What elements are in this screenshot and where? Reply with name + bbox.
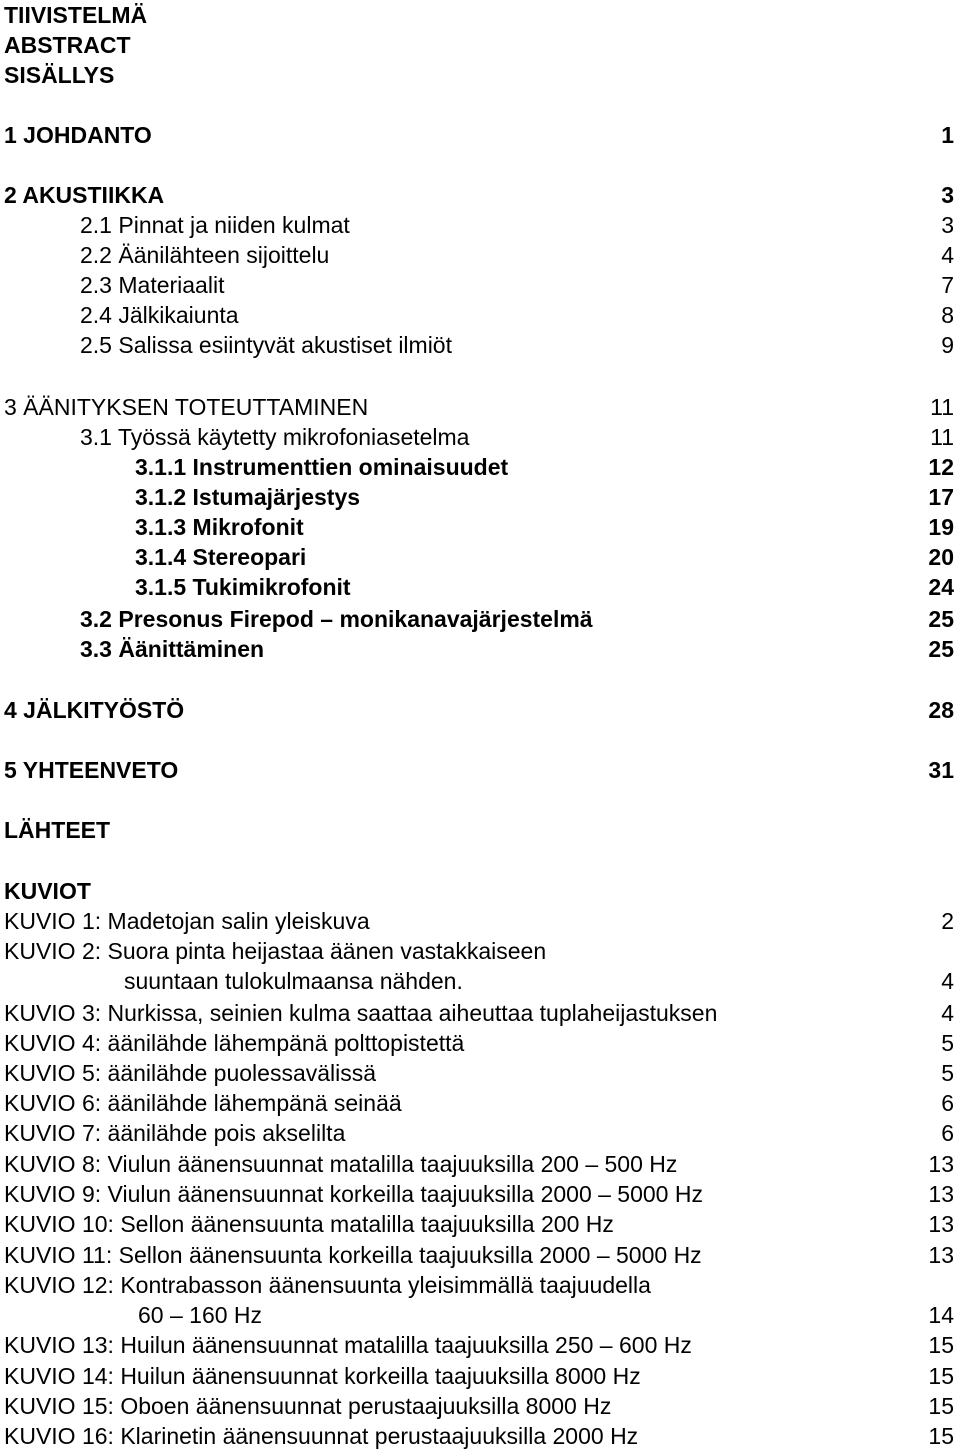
figure-entry-label: 60 – 160 Hz (138, 1302, 263, 1328)
figures-heading (0, 876, 960, 906)
toc-entry-label: 3.1.4 Stereopari (135, 544, 307, 570)
figure-entry (0, 1179, 960, 1209)
toc-entry-label: 2 AKUSTIIKKA (4, 182, 165, 208)
toc-entry-page: 8 (941, 302, 954, 328)
toc-entry-label: LÄHTEET (4, 817, 111, 843)
figure-entry-label: KUVIO 2: Suora pinta heijastaa äänen vastakkaiseen (4, 938, 547, 964)
figure-entry-page: 13 (928, 1211, 954, 1237)
front-heading-abstract (0, 30, 960, 60)
figure-entry (0, 1149, 960, 1179)
figure-entry-label: KUVIO 12: Kontrabasson äänensuunta yleisimmällä taajuudella (4, 1272, 651, 1298)
figure-entry (0, 1209, 960, 1239)
toc-entry (0, 695, 960, 725)
toc-entry-page: 1 (941, 122, 954, 148)
figure-entry-label: KUVIO 4: äänilähde lähempänä polttopistettä (4, 1030, 465, 1056)
toc-entry-label: 3.3 Äänittäminen (80, 636, 265, 662)
toc-entry (0, 210, 960, 240)
toc-entry-page: 19 (928, 514, 954, 540)
figure-entry-label: KUVIO 6: äänilähde lähempänä seinää (4, 1090, 402, 1116)
toc-entry (0, 542, 960, 572)
figure-entry (0, 1391, 960, 1421)
toc-entry-page: 31 (928, 757, 954, 783)
figure-entry-continuation (0, 966, 960, 996)
toc-entry-label: 3 ÄÄNITYKSEN TOTEUTTAMINEN (4, 394, 369, 420)
toc-entry (0, 755, 960, 785)
toc-entry-label: 3.1.5 Tukimikrofonit (135, 574, 351, 600)
toc-entry (0, 604, 960, 634)
toc-entry-label: 3.2 Presonus Firepod – monikanavajärjestelmä (80, 606, 593, 632)
figure-entry (0, 1270, 960, 1300)
figure-entry (0, 1118, 960, 1148)
figure-entry-label: KUVIO 13: Huilun äänensuunnat matalilla taajuuksilla 250 – 600 Hz (4, 1332, 692, 1358)
figure-entry (0, 1028, 960, 1058)
figure-entry (0, 906, 960, 936)
toc-entry-label: 3.1 Työssä käytetty mikrofoniasetelma (80, 424, 470, 450)
toc-entry (0, 330, 960, 360)
toc-entry-page: 28 (928, 697, 954, 723)
toc-entry-label: 2.2 Äänilähteen sijoittelu (80, 242, 330, 268)
toc-entry-page: 20 (928, 544, 954, 570)
figure-entry-page: 14 (928, 1302, 954, 1328)
toc-entry (0, 815, 960, 845)
toc-entry-label: 2.1 Pinnat ja niiden kulmat (80, 212, 350, 238)
figure-entry-label: KUVIO 10: Sellon äänensuunta matalilla taajuuksilla 200 Hz (4, 1211, 614, 1237)
toc-entry-label: 1 JOHDANTO (4, 122, 152, 148)
figure-entry-page: 4 (941, 968, 954, 994)
front-heading-label: SISÄLLYS (4, 62, 115, 88)
figure-entry-label: KUVIO 7: äänilähde pois akselilta (4, 1120, 346, 1146)
toc-entry-page: 11 (930, 394, 954, 420)
toc-entry-page: 7 (941, 272, 954, 298)
figure-entry-label: KUVIO 16: Klarinetin äänensuunnat perustaajuuksilla 2000 Hz (4, 1423, 639, 1449)
front-heading-label: ABSTRACT (4, 32, 131, 58)
toc-entry-page: 9 (941, 332, 954, 358)
toc-entry-page: 25 (928, 636, 954, 662)
figure-entry-label: KUVIO 11: Sellon äänensuunta korkeilla taajuuksilla 2000 – 5000 Hz (4, 1242, 702, 1268)
figure-entry-continuation (0, 1300, 960, 1330)
toc-entry-page: 17 (928, 484, 954, 510)
toc-entry-page: 3 (941, 182, 954, 208)
figure-entry (0, 1421, 960, 1451)
toc-entry (0, 180, 960, 210)
figure-entry-label: KUVIO 3: Nurkissa, seinien kulma saattaa aiheuttaa tuplaheijastuksen (4, 1000, 718, 1026)
figure-entry-page: 6 (941, 1120, 954, 1146)
figure-entry (0, 936, 960, 966)
figure-entry-label: suuntaan tulokulmaansa nähden. (124, 968, 463, 994)
figure-entry-label: KUVIO 14: Huilun äänensuunnat korkeilla taajuuksilla 8000 Hz (4, 1363, 641, 1389)
figure-entry-label: KUVIO 15: Oboen äänensuunnat perustaajuuksilla 8000 Hz (4, 1393, 612, 1419)
toc-entry-page: 11 (930, 424, 954, 450)
toc-entry-page: 3 (941, 212, 954, 238)
figure-entry-page: 13 (928, 1242, 954, 1268)
toc-entry-label: 2.4 Jälkikaiunta (80, 302, 239, 328)
toc-entry-label: 3.1.1 Instrumenttien ominaisuudet (135, 454, 509, 480)
figure-entry-page: 15 (928, 1423, 954, 1449)
figure-entry-page: 15 (928, 1363, 954, 1389)
toc-entry-label: 3.1.3 Mikrofonit (135, 514, 304, 540)
toc-entry (0, 422, 960, 452)
toc-entry (0, 512, 960, 542)
figure-entry (0, 1058, 960, 1088)
figure-entry-label: KUVIO 5: äänilähde puolessavälissä (4, 1060, 377, 1086)
figure-entry (0, 1240, 960, 1270)
figure-entry-page: 13 (928, 1151, 954, 1177)
figure-entry-page: 15 (928, 1332, 954, 1358)
toc-entry-label: 3.1.2 Istumajärjestys (135, 484, 361, 510)
toc-entry (0, 120, 960, 150)
toc-entry (0, 300, 960, 330)
toc-entry (0, 392, 960, 422)
figure-entry-page: 2 (941, 908, 954, 934)
toc-entry (0, 572, 960, 602)
figure-entry (0, 1088, 960, 1118)
toc-entry (0, 240, 960, 270)
figure-entry-label: KUVIO 1: Madetojan salin yleiskuva (4, 908, 370, 934)
figure-entry (0, 1361, 960, 1391)
figure-entry-label: KUVIO 9: Viulun äänensuunnat korkeilla taajuuksilla 2000 – 5000 Hz (4, 1181, 703, 1207)
figure-entry-label: KUVIO 8: Viulun äänensuunnat matalilla taajuuksilla 200 – 500 Hz (4, 1151, 678, 1177)
front-heading-label: TIIVISTELMÄ (4, 2, 148, 28)
front-heading-sisallys (0, 60, 960, 90)
toc-entry (0, 452, 960, 482)
toc-entry-label: 4 JÄLKITYÖSTÖ (4, 697, 185, 723)
figure-entry-page: 15 (928, 1393, 954, 1419)
figure-entry (0, 1330, 960, 1360)
toc-entry-page: 24 (928, 574, 954, 600)
front-heading-tiivistelma (0, 0, 960, 30)
toc-entry-page: 12 (928, 454, 954, 480)
toc-entry (0, 634, 960, 664)
toc-entry (0, 482, 960, 512)
figure-entry-page: 5 (941, 1030, 954, 1056)
toc-entry-label: 2.5 Salissa esiintyvät akustiset ilmiöt (80, 332, 452, 358)
figures-heading-label: KUVIOT (4, 878, 91, 904)
figure-entry-page: 5 (941, 1060, 954, 1086)
figure-entry-page: 4 (941, 1000, 954, 1026)
toc-entry-page: 25 (928, 606, 954, 632)
toc-entry (0, 270, 960, 300)
toc-entry-label: 2.3 Materiaalit (80, 272, 225, 298)
toc-entry-label: 5 YHTEENVETO (4, 757, 179, 783)
figure-entry (0, 998, 960, 1028)
toc-entry-page: 4 (941, 242, 954, 268)
figure-entry-page: 13 (928, 1181, 954, 1207)
figure-entry-page: 6 (941, 1090, 954, 1116)
